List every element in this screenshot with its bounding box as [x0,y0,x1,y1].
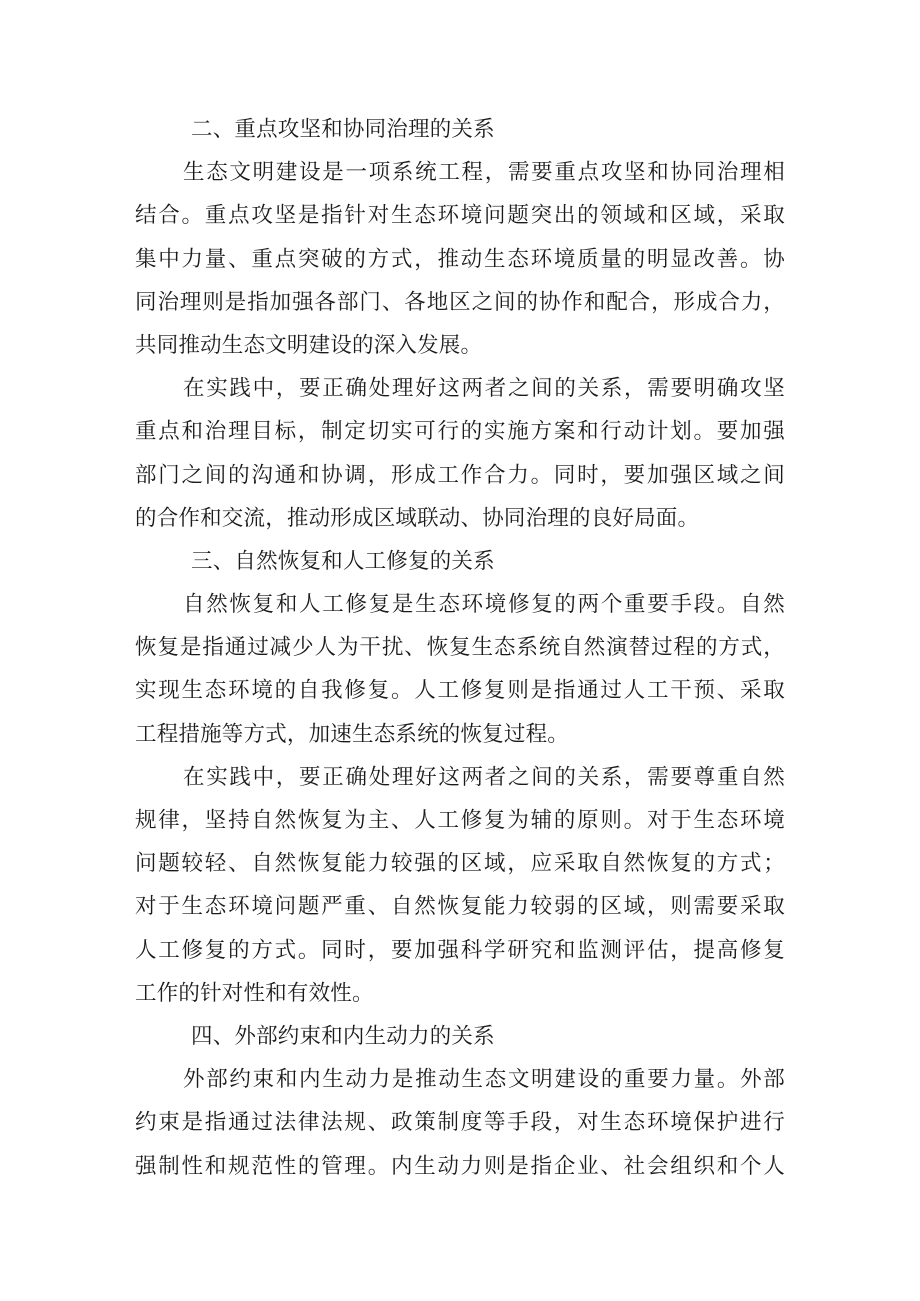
paragraph-line: 实现生态环境的自我修复。人工修复则是指通过人工干预、采取 [135,678,785,704]
paragraph-line: 共同推动生态文明建设的深入发展。 [135,332,483,358]
paragraph-line: 生态文明建设是一项系统工程，需要重点攻坚和协同治理相 [183,160,785,186]
paragraph-line: 同治理则是指加强各部门、各地区之间的协作和配合，形成合力， [135,289,785,315]
paragraph-line: 工程措施等方式，加速生态系统的恢复过程。 [135,721,570,747]
paragraph-line: 部门之间的沟通和协调，形成工作合力。同时，要加强区域之间 [135,462,785,488]
paragraph-line: 重点和治理目标，制定切实可行的实施方案和行动计划。要加强 [135,419,785,445]
paragraph-line: 对于生态环境问题严重、自然恢复能力较弱的区域，则需要采取 [135,894,785,920]
paragraph-line: 人工修复的方式。同时，要加强科学研究和监测评估，提高修复 [135,937,785,963]
paragraph-line: 自然恢复和人工修复是生态环境修复的两个重要手段。自然 [183,592,785,618]
paragraph-line: 在实践中，要正确处理好这两者之间的关系，需要明确攻坚 [183,376,785,402]
paragraph-line: 的合作和交流，推动形成区域联动、协同治理的良好局面。 [135,505,700,531]
paragraph-line: 恢复是指通过减少人为干扰、恢复生态系统自然演替过程的方式， [135,635,785,661]
paragraph-line: 规律，坚持自然恢复为主、人工修复为辅的原则。对于生态环境 [135,808,785,833]
section-heading: 二、重点攻坚和协同治理的关系 [191,117,495,142]
paragraph-line: 问题较轻、自然恢复能力较强的区域，应采取自然恢复的方式； [135,851,785,877]
document-body [135,108,785,1188]
paragraph-line: 外部约束和内生动力是推动生态文明建设的重要力量。外部 [183,1067,785,1093]
paragraph-line: 约束是指通过法律法规、政策制度等手段，对生态环境保护进行 [135,1110,785,1136]
paragraph-line: 在实践中，要正确处理好这两者之间的关系，需要尊重自然 [183,764,785,790]
paragraph-line: 强制性和规范性的管理。内生动力则是指企业、社会组织和个人 [135,1153,785,1179]
paragraph-line: 结合。重点攻坚是指针对生态环境问题突出的领域和区域，采取 [135,203,785,229]
section-heading: 三、自然恢复和人工修复的关系 [191,548,495,574]
section-heading: 四、外部约束和内生动力的关系 [191,1023,495,1049]
paragraph-line: 集中力量、重点突破的方式，推动生态环境质量的明显改善。协 [135,246,785,272]
paragraph-line: 工作的针对性和有效性。 [135,980,374,1006]
